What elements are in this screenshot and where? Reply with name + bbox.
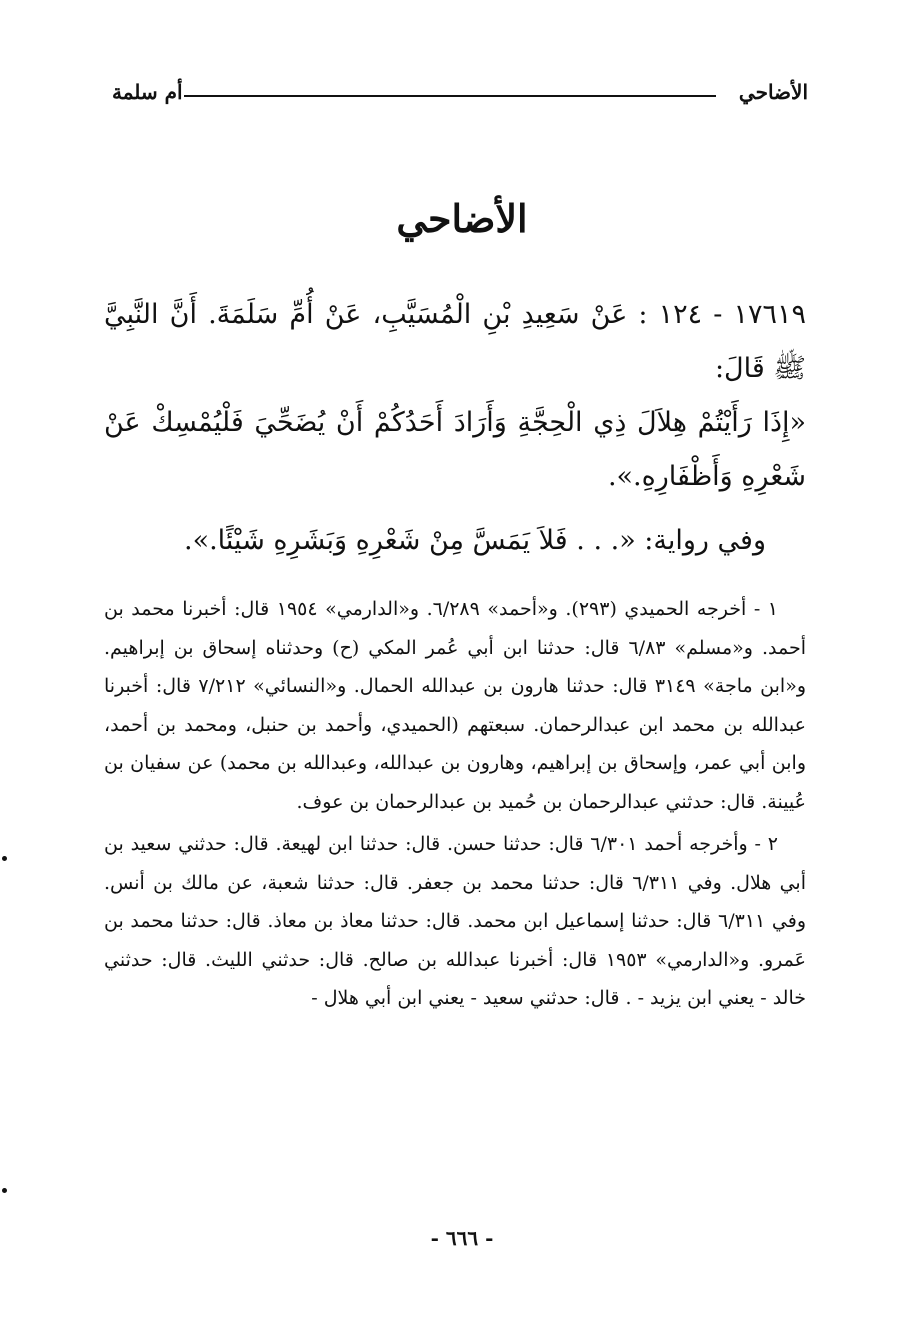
header-rule — [184, 95, 716, 97]
page-number: - ٦٦٦ - — [430, 1226, 494, 1250]
header-section-title: الأضاحي — [738, 80, 808, 104]
margin-mark — [2, 856, 7, 861]
header-narrator: أم سلمة — [112, 80, 183, 104]
hadith-isnad: ١٧٦١٩ - ١٢٤ : عَنْ سَعِيدِ بْنِ الْمُسَيَّبِ، عَنْ أُمِّ سَلَمَةَ. أَنَّ النَّبِيَّ ﷺ قَالَ: — [104, 299, 806, 384]
takhrij-paragraph-2: ٢ - وأخرجه أحمد ٦/٣٠١ قال: حدثنا حسن. قال: حدثنا ابن لهيعة. قال: حدثني سعيد بن أبي هلال. وفي ٦/٣١١ قال: حدثنا محمد بن جعفر. قال: حدثنا شعبة، عن مالك بن أنس. وفي ٦/٣١١ قال: حدثنا إسماعيل ابن محمد. قال: حدثنا معاذ بن معاذ. قال: حدثنا محمد بن عَمرو. و«الدارمي» ١٩٥٣ قال: أخبرنا عبدالله بن صالح. قال: حدثني الليث. قال: حدثني خالد - يعني ابن يزيد - . قال: حدثني سعيد - يعني ابن أبي هلال - — [104, 833, 806, 1009]
hadith-text — [104, 288, 806, 568]
hadith-matn: «إِذَا رَأَيْتُمْ هِلاَلَ ذِي الْحِجَّةِ وَأَرَادَ أَحَدُكُمْ أَنْ يُضَحِّيَ فَلْيُمْسِكْ عَنْ شَعْرِهِ وَأَظْفَارِهِ.». — [104, 407, 806, 492]
margin-mark — [2, 1188, 7, 1193]
chapter-title: الأضاحي — [396, 196, 528, 241]
hadith-riwaya: وفي رواية: «. . . فَلاَ يَمَسَّ مِنْ شَعْرِهِ وَبَشَرِهِ شَيْئًا.». — [184, 525, 766, 556]
takhrij-paragraph-1: ١ - أخرجه الحميدي (٢٩٣). و«أحمد» ٦/٢٨٩. و«الدارمي» ١٩٥٤ قال: أخبرنا محمد بن أحمد. و«مسلم» ٦/٨٣ قال: حدثنا ابن أبي عُمر المكي (ح) وحدثناه إسحاق بن إبراهيم. و«ابن ماجة» ٣١٤٩ قال: حدثنا هارون بن عبدالله الحمال. و«النسائي» ٧/٢١٢ قال: أخبرنا عبدالله بن محمد ابن عبدالرحمان. سبعتهم (الحميدي، وأحمد بن حنبل، ومحمد بن أحمد، وابن أبي عمر، وإسحاق بن إبراهيم، وهارون بن عبدالله، وعبدالله بن محمد) عن سفيان بن عُيينة. قال: حدثني عبدالرحمان بن حُميد بن عبدالرحمان بن عوف. — [104, 598, 807, 813]
takhrij-notes — [104, 590, 806, 1018]
running-header — [112, 80, 808, 114]
